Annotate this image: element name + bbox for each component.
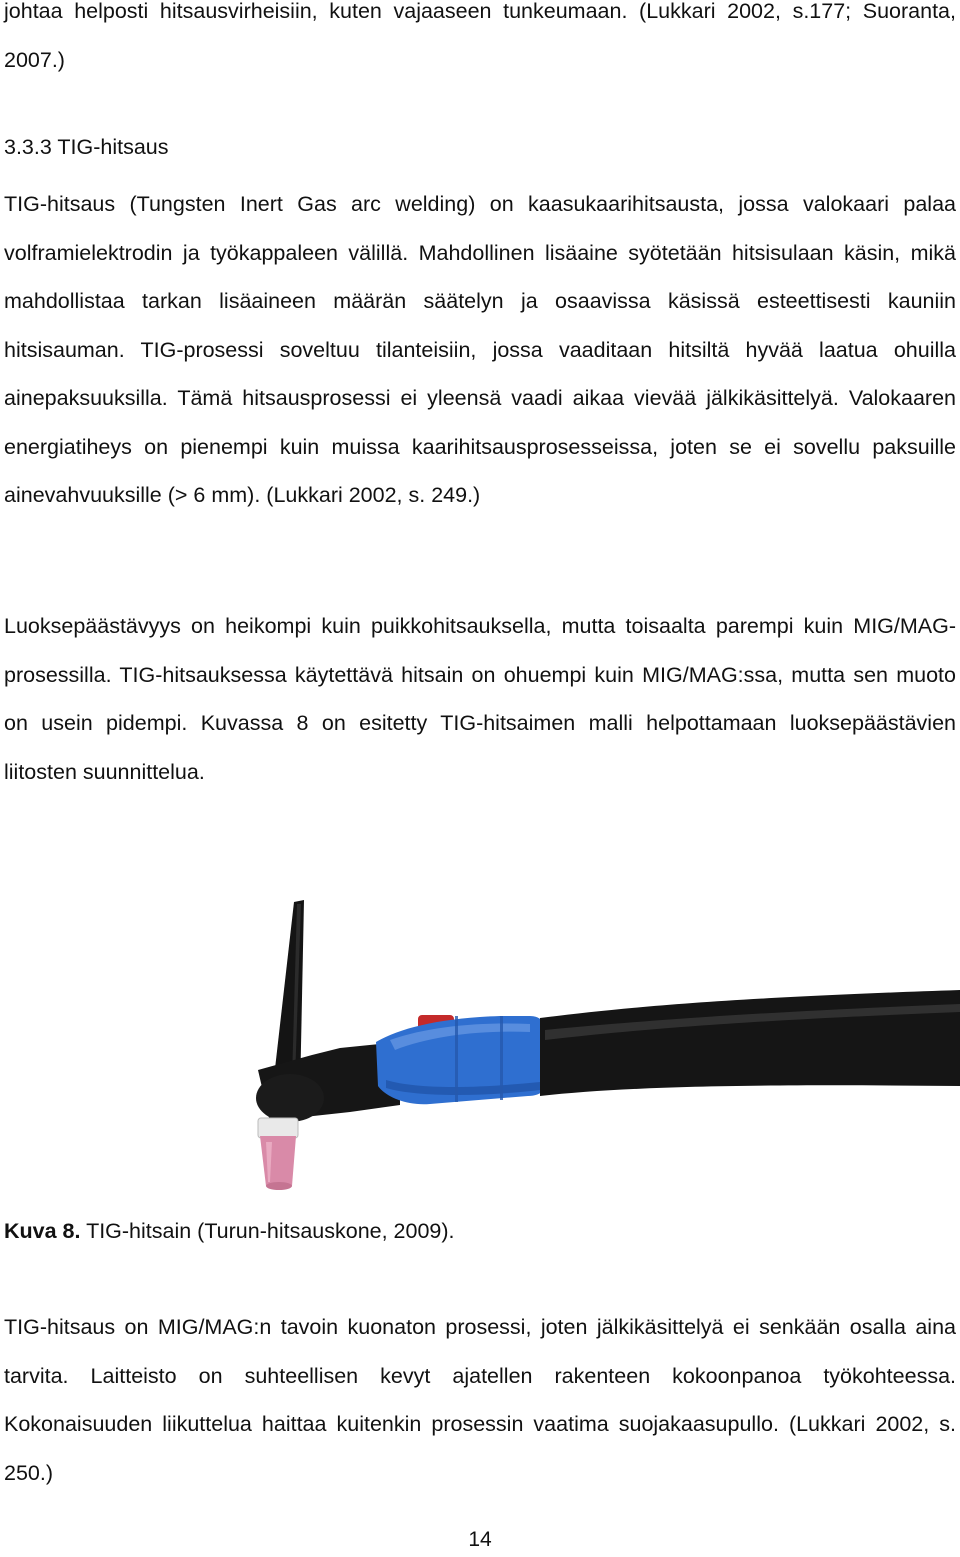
torch-collar [258,1118,298,1138]
paragraph-4: TIG-hitsaus on MIG/MAG:n tavoin kuonaton prosessi, joten jälkikäsittelyä ei senkään osalla aina tarvita. Laitteisto on suhteellisen kevyt ajatellen rakenteen kokoonpanoa työkohteessa. Kokonaisuuden liikuttelua haittaa kuitenkin prosessin vaatima suojakaasupullo. (Lukkari 2002, s. 250.) [4,1315,956,1485]
page-number: 14 [468,1528,492,1551]
torch-cable [540,990,960,1096]
figure-caption-text: TIG-hitsain (Turun-hitsauskone, 2009). [80,1219,455,1243]
tig-torch-figure [200,890,960,1200]
paragraph-1: johtaa helposti hitsausvirheisiin, kuten vajaaseen tunkeumaan. (Lukkari 2002, s.177; Suoranta, 2007.) [4,0,956,72]
paragraph-2: TIG-hitsaus (Tungsten Inert Gas arc welding) on kaasukaarihitsausta, jossa valokaari palaa volframielektrodin ja työkappaleen välillä. Mahdollinen lisäaine syötetään hitsisulaan käsin, mikä mahdollistaa tarkan lisäaineen määrän säätelyn ja osaavissa käsissä esteettisesti kauniin hitsisauman. TIG-prosessi soveltuu tilanteisiin, jossa vaaditaan hitsiltä hyvää laatua ohuilla ainepaksuuksilla. Tämä hitsausprosessi ei yleensä vaadi aikaa vievää jälkikäsittelyä. Valokaaren energiatiheys on pienempi kuin muissa kaarihitsausprosesseissa, joten se ei sovellu paksuille ainevahvuuksille (> 6 mm). (Lukkari 2002, s. 249.) [4,192,956,507]
paragraph-3: Luoksepäästävyys on heikompi kuin puikkohitsauksella, mutta toisaalta parempi kuin MIG/MAG-prosessilla. TIG-hitsauksessa käytettävä hitsain on ohuempi kuin MIG/MAG:ssa, mutta sen muoto on usein pidempi. Kuvassa 8 on esitetty TIG-hitsaimen malli helpottamaan luoksepäästävien liitosten suunnittelua. [4,614,956,784]
figure-caption-label: Kuva 8. [4,1219,81,1243]
figure-caption [4,1207,455,1255]
section-heading: 3.3.3 TIG-hitsaus [4,135,169,159]
torch-nozzle [260,1136,296,1186]
